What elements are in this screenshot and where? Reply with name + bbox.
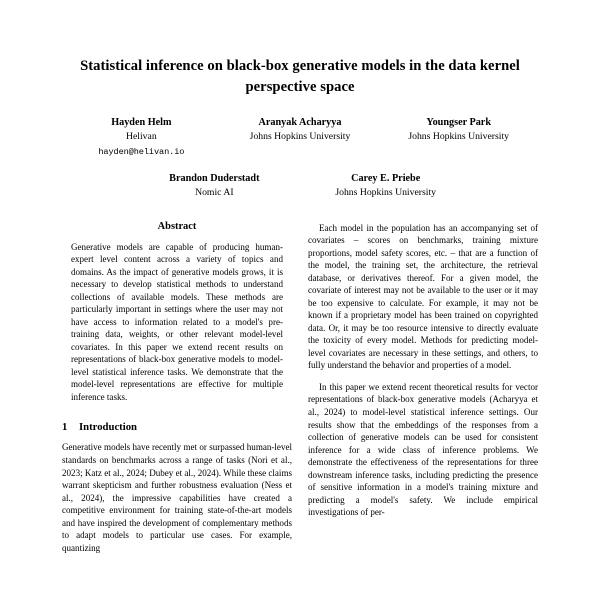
author-affiliation: Nomic AI [195, 186, 234, 198]
section-heading-introduction [62, 421, 292, 433]
author-entry [379, 116, 538, 158]
abstract-heading: Abstract [157, 220, 197, 232]
author-row-2 [62, 172, 538, 200]
body-paragraph: Each model in the population has an accompanying set of covariates – scores on benchmarks, training mixture proportions, model safety scores, etc. – that are a function of the model, the training set, the architecture, the retrieval database, or derivatives thereof. For a given model, the covariate of interest may not be available to the user or it may be too expensive to calculate. For example, it may not be known if a proprietary model has been trained on copyrighted data. Or, it may be too resource intensive to directly evaluate the toxicity of every model. Methods for predicting model-level covariates are necessary in these settings, and others, to fully understand the behavior and properties of a model. [308, 222, 538, 371]
author-affiliation: Helivan [126, 131, 157, 143]
abstract-section [62, 221, 292, 404]
author-row-1 [62, 116, 538, 158]
author-block [62, 116, 538, 199]
author-name: Youngser Park [426, 117, 491, 129]
body-paragraph: In this paper we extend recent theoretical results for vector representations of black-box generative models (Acharyya et al., 2024) to model-level statistical inference settings. Our results show that the embeddings of the responses from a collection of generative models can be used for consistent inference for a wide class of inference problems. We demonstrate the effectiveness of the representations for three downstream inference tasks, including predicting the presence of sensitive information in a model's training mixture and predicting a model's safety. We include empirical investigations of per- [308, 381, 538, 518]
left-column [62, 221, 292, 554]
author-name: Carey E. Priebe [351, 173, 421, 185]
right-column [308, 221, 538, 554]
page-title: Statistical inference on black-box generative models in the data kernel perspective space [80, 58, 520, 95]
section-number: 1 [62, 421, 68, 434]
author-email[interactable]: hayden@helivan.io [98, 146, 185, 157]
author-entry [300, 172, 471, 200]
author-name: Brandon Duderstadt [169, 173, 260, 185]
author-entry [62, 116, 221, 158]
author-name: Hayden Helm [111, 117, 172, 129]
two-column-body [62, 221, 538, 554]
author-name: Aranyak Acharyya [258, 117, 342, 129]
author-affiliation: Johns Hopkins University [408, 131, 509, 143]
author-affiliation: Johns Hopkins University [249, 131, 351, 143]
author-affiliation: Johns Hopkins University [335, 186, 436, 198]
author-entry [221, 116, 380, 158]
body-paragraph: Generative models have recently met or surpassed human-level standards on benchmarks across a range of tasks (Nori et al., 2023; Katz et al., 2024; Dubey et al., 2024). While these claims warrant skepticism and further robustness evaluation (Ness et al., 2024), the impressive capabilities have created a competitive environment for training state-of-the-art models and have inspired the development of complementary methods to adapt models to particular use cases. For example, quantizing [62, 442, 292, 553]
section-title: Introduction [79, 421, 138, 434]
author-entry [129, 172, 300, 200]
abstract-text: Generative models are capable of producing human-expert level content across a variety of topics and domains. As the impact of generative models grows, it is necessary to develop statistical methods to understand collections of available models. These methods are particularly important in settings where the user may not have access to information related to a model's pre-training data, weights, or other relevant model-level covariates. In this paper we extend recent results on representations of black-box generative models to model-level statistical inference tasks. We demonstrate that the model-level representations are effective for multiple inference tasks. [71, 241, 283, 402]
